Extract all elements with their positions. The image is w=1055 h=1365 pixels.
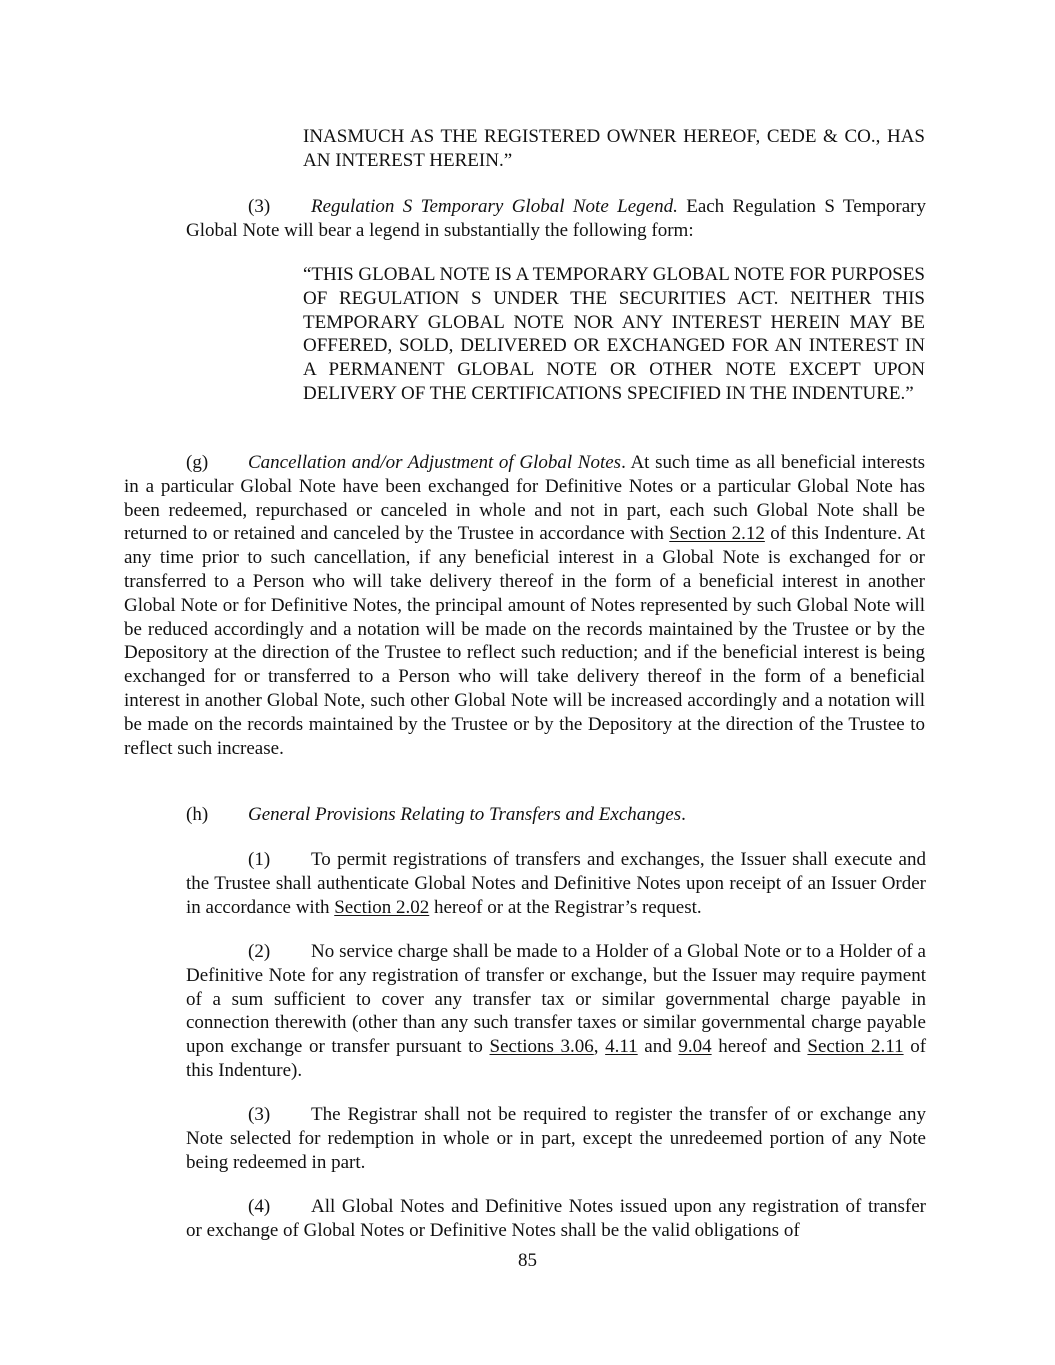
- paragraph-text: . At such time as all beneficial interests in a particular Global Note have been exchanged for Definitive Notes or a particular Global Note has been redeemed, repurchased or canceled in whole and not in part, each such Global Note shall be returned to or retained and canceled by the Trustee in accordance with: [124, 452, 925, 545]
- item-text: The Registrar shall not be required to register the transfer of or exchange any Note selected for redemption in whole or in part, except the unredeemed portion of any Note being redeemed in part.: [186, 1104, 926, 1173]
- section-reference: Section 2.11: [807, 1036, 904, 1058]
- paragraph-h-general-provisions: [124, 803, 925, 827]
- legend-depository-tail: [303, 125, 925, 173]
- item-number: (1): [248, 849, 271, 870]
- item-4-valid-obligations: [186, 1195, 926, 1243]
- item-number: (2): [248, 941, 271, 962]
- paragraph-text: of this Indenture. At any time prior to such cancellation, if any beneficial interest in a Global Note is exchanged for or transferred to a Person who will take delivery thereof in the form of a beneficial interest in another Global Note or for Definitive Notes, the principal amount of Notes represented by such Global Note will be reduced accordingly and a notation will be made on the records maintained by the Trustee or by the Depository at the direction of the Trustee to reflect such reduction; and if the beneficial interest is being exchanged for or transferred to a Person who will take delivery thereof in the form of a beneficial interest in another Global Note, such other Global Note will be increased accordingly and a notation will be made on the records maintained by the Trustee or by the Depository at the direction of the Trustee to reflect such increase.: [124, 523, 925, 759]
- paragraph-text: .: [681, 804, 686, 825]
- section-reference: 4.11: [605, 1036, 638, 1058]
- item-number: (3): [248, 1104, 271, 1125]
- legend-regulation-s: [303, 263, 925, 406]
- paragraph-heading: Regulation S Temporary Global Note Legend.: [311, 196, 678, 217]
- section-reference: Sections 3.06: [489, 1036, 594, 1058]
- paragraph-text: Each Regulation S Temporary Global Note will bear a legend in substantially the following form:: [186, 196, 926, 241]
- section-reference: Section 2.02: [334, 896, 430, 918]
- item-text: ,: [593, 1036, 606, 1058]
- paragraph-g-cancellation: [124, 451, 925, 760]
- item-text: All Global Notes and Definitive Notes issued upon any registration of transfer or exchange of Global Notes or Definitive Notes shall be the valid obligations of: [186, 1196, 926, 1241]
- item-1-registrations: [186, 848, 926, 919]
- item-text: hereof and: [711, 1036, 808, 1058]
- section-reference: Section 2.12: [669, 523, 765, 545]
- paragraph-number: (h): [186, 804, 209, 825]
- paragraph-3-regulation-s: [186, 195, 926, 243]
- item-text: To permit registrations of transfers and exchanges, the Issuer shall execute and the Trustee shall authenticate Global Notes and Definitive Notes upon receipt of an Issuer Order in accordance with: [186, 849, 926, 918]
- legend-text: “THIS GLOBAL NOTE IS A TEMPORARY GLOBAL NOTE FOR PURPOSES OF REGULATION S UNDER THE SECURITIES ACT. NEITHER THIS TEMPORARY GLOBAL NOTE NOR ANY INTEREST HEREIN MAY BE OFFERED, SOLD, DELIVERED OR EXCHANGED FOR AN INTEREST IN A PERMANENT GLOBAL NOTE OR OTHER NOTE EXCEPT UPON DELIVERY OF THE CERTIFICATIONS SPECIFIED IN THE INDENTURE.”: [303, 264, 925, 404]
- page-number: 85: [518, 1250, 537, 1271]
- paragraph-heading: Cancellation and/or Adjustment of Global Notes: [248, 452, 622, 473]
- item-2-service-charge: [186, 940, 926, 1083]
- item-number: (4): [248, 1196, 271, 1217]
- item-text: No service charge shall be made to a Holder of a Global Note or to a Holder of a Definitive Note for any registration of transfer or exchange, but the Issuer may require payment of a sum sufficient to cover any transfer tax or similar governmental charge payable in connection therewith (other than any such transfer taxes or similar governmental charge payable upon exchange or transfer pursuant to: [186, 941, 926, 1058]
- item-3-registrar: [186, 1103, 926, 1174]
- item-text: hereof or at the Registrar’s request.: [429, 896, 702, 918]
- paragraph-number: (3): [248, 196, 271, 217]
- legend-text: INASMUCH AS THE REGISTERED OWNER HEREOF, CEDE & CO., HAS AN INTEREST HEREIN.”: [303, 126, 925, 171]
- item-text: of this Indenture).: [186, 1036, 927, 1081]
- section-reference: 9.04: [678, 1036, 712, 1058]
- paragraph-heading: General Provisions Relating to Transfers and Exchanges: [248, 804, 682, 825]
- paragraph-number: (g): [186, 452, 209, 473]
- item-text: and: [637, 1036, 679, 1058]
